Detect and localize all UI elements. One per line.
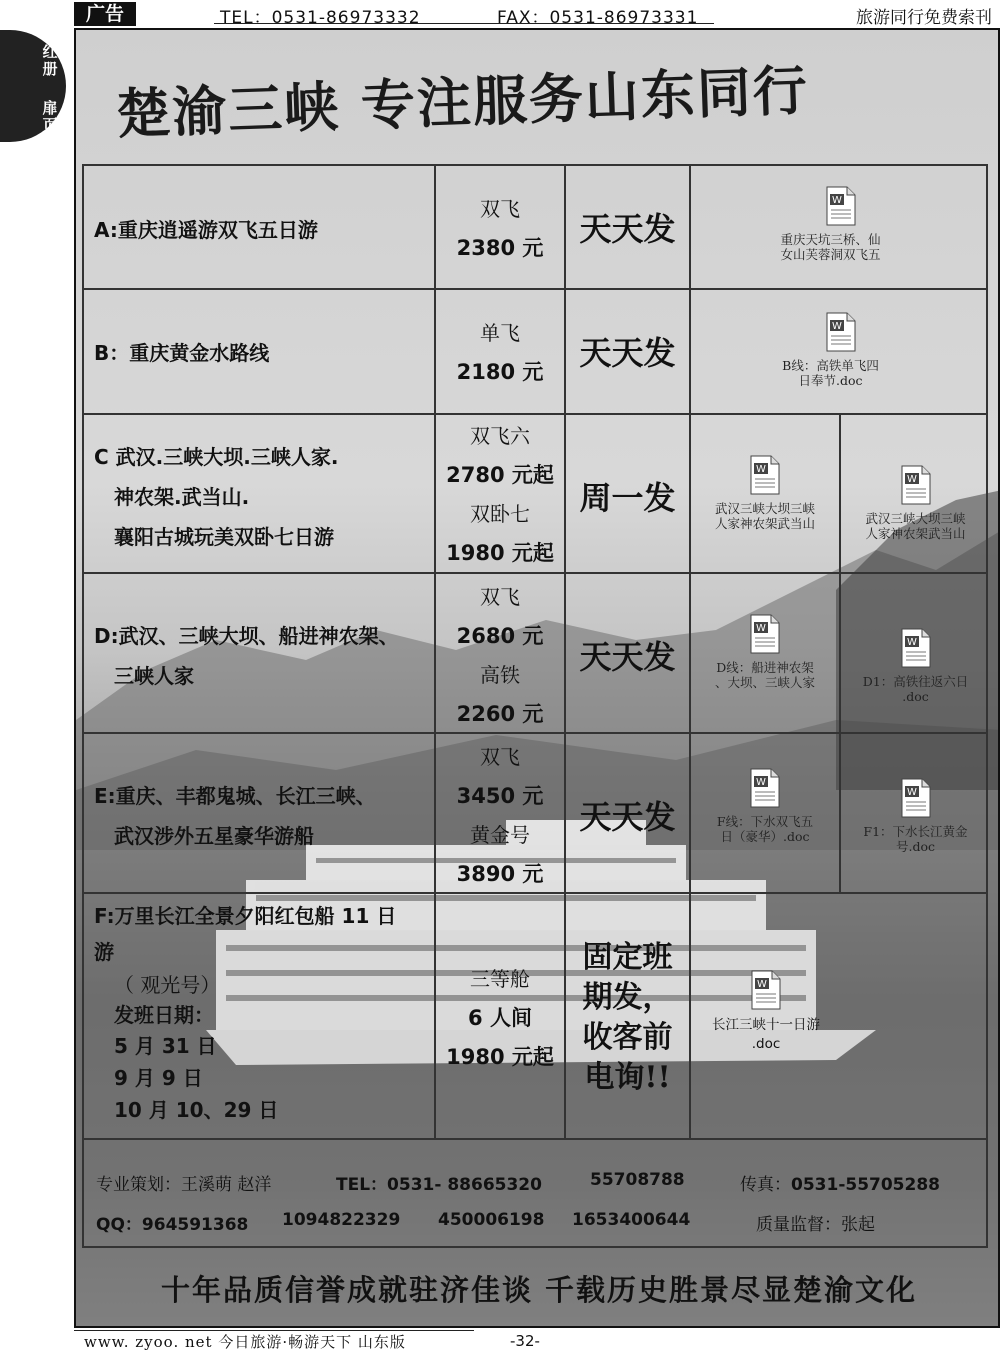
qq-number: 450006198 [438, 1210, 545, 1230]
frequency-cell [566, 734, 691, 892]
doc-caption-line: F线：下水双飞五 [716, 814, 814, 829]
table-row [84, 894, 986, 1138]
tel-label: TEL： [336, 1175, 388, 1195]
route-line: E:重庆、丰都鬼城、长江三峡、 [94, 784, 376, 808]
doc-caption-line: D1：高铁往返六日 [862, 674, 969, 689]
doc-caption-line: .doc [902, 689, 929, 704]
word-document-icon [900, 628, 932, 668]
route-cell [84, 290, 436, 413]
svg-text:W: W [756, 777, 766, 788]
route-cell [84, 574, 436, 732]
price-cell [436, 415, 566, 572]
svg-text:W: W [831, 321, 842, 332]
price-line: 双飞六 [470, 424, 530, 448]
table-row [84, 574, 986, 734]
frequency-label: 天天发 [579, 210, 676, 248]
doc-attachment[interactable] [841, 628, 990, 704]
price-line: 2380 元 [456, 236, 544, 260]
slogan: 十年品质信誉成就驻济佳谈 千载历史胜景尽显楚渝文化 [160, 1273, 918, 1307]
price-cell [436, 166, 566, 288]
price-line: 双飞 [480, 197, 520, 221]
price-cell [436, 734, 566, 892]
svg-text:W: W [757, 979, 767, 990]
word-document-icon [900, 465, 932, 505]
doc-cell [691, 894, 990, 1138]
advert-frame [74, 28, 1000, 1328]
qq-number: 1653400644 [572, 1210, 691, 1230]
header-underline [214, 23, 714, 24]
doc-caption-line: F1：下水长江黄金 [863, 824, 968, 839]
frequency-label [566, 938, 689, 1098]
word-document-icon [749, 614, 781, 654]
price-line: 6 人间 [468, 1006, 532, 1030]
price-line: 2180 元 [456, 360, 544, 384]
route-cell [84, 734, 436, 892]
table-row [84, 415, 986, 574]
doc-caption-line: 人家神农架武当山 [714, 516, 815, 531]
frequency-cell [566, 415, 691, 572]
table-row [84, 290, 986, 415]
side-tab-line2: 扉页 [42, 99, 58, 134]
header-index-title: 旅游同行免费索刊 [856, 8, 992, 28]
route-line: 10 月 10、29 日 [114, 1098, 279, 1122]
word-document-icon [750, 970, 782, 1010]
doc-caption-line: 女山芙蓉洞双飞五 [780, 247, 881, 262]
doc-attachment[interactable] [691, 970, 841, 1054]
word-document-icon [825, 312, 857, 352]
footer-site: www. zyoo. net 今日旅游·畅游天下 山东版 [84, 1333, 406, 1351]
contact-tel-1: 0531- 88665320 [387, 1175, 542, 1195]
doc-caption-line: 号.doc [895, 839, 935, 854]
frequency-cell [566, 290, 691, 413]
doc-cell [691, 734, 841, 892]
price-line: 1980 元起 [446, 1045, 554, 1069]
frequency-label: 天天发 [579, 638, 676, 676]
page-number: -32- [510, 1332, 540, 1350]
doc-cell [691, 574, 841, 732]
doc-attachment[interactable] [691, 455, 839, 531]
word-document-icon [749, 768, 781, 808]
route-cell [84, 894, 436, 1138]
fax-label: 传真： [740, 1175, 791, 1195]
frequency-label: 天天发 [579, 798, 676, 836]
route-cell [84, 166, 436, 288]
price-line: 2260 元 [456, 702, 544, 726]
price-line: 3890 元 [456, 862, 544, 886]
word-document-icon [825, 186, 857, 226]
doc-caption-line: 人家神农架武当山 [865, 526, 966, 541]
doc-caption-line: D线：船进神农架 [716, 660, 814, 675]
price-line: 2680 元 [456, 624, 544, 648]
frequency-line: 期发， [582, 980, 673, 1015]
doc-caption-line: 武汉三峡大坝三峡 [865, 511, 966, 526]
contact-fax: 0531-55705288 [791, 1175, 940, 1195]
contact-block [82, 1138, 988, 1248]
route-line: 武汉涉外五星豪华游船 [114, 824, 314, 848]
frequency-line: 固定班 [582, 940, 673, 975]
quality-supervisor: 质量监督：张起 [756, 1215, 875, 1235]
route-line: 襄阳古城玩美双卧七日游 [114, 525, 334, 549]
doc-attachment[interactable] [691, 614, 839, 690]
price-line: 黄金号 [470, 823, 530, 847]
ad-label: 广告 [74, 2, 136, 26]
doc-caption-line: 长江三峡十一日游 [712, 1017, 820, 1033]
frequency-line: 收客前 [582, 1020, 673, 1055]
qq-label: QQ： [96, 1215, 142, 1235]
doc-caption-line: .doc [751, 1036, 781, 1052]
svg-text:W: W [831, 195, 842, 206]
qq-number: 964591368 [141, 1215, 249, 1235]
doc-cell [841, 734, 990, 892]
word-document-icon [749, 455, 781, 495]
doc-attachment[interactable] [691, 312, 990, 388]
frequency-cell [566, 894, 691, 1138]
header-tel: TEL：0531-86973332 [220, 8, 421, 28]
route-line: 5 月 31 日 [114, 1034, 217, 1058]
svg-text:W: W [906, 637, 917, 648]
route-line: A:重庆逍遥游双飞五日游 [94, 218, 318, 242]
route-line: D:武汉、三峡大坝、船进神农架、 [94, 624, 399, 648]
header-fax: FAX：0531-86973331 [497, 8, 699, 28]
price-line: 双飞 [480, 745, 520, 769]
route-line: 发班日期： [114, 1003, 214, 1027]
doc-cell [691, 415, 841, 572]
route-line: F:万里长江全景夕阳红包船 11 日 [94, 904, 397, 928]
route-line: 神农架.武当山. [114, 485, 250, 509]
word-document-icon [900, 778, 932, 818]
doc-caption-line: B线：高铁单飞四 [782, 358, 879, 373]
side-tab-line1: 红册 [42, 43, 58, 78]
frequency-label: 天天发 [579, 334, 676, 372]
price-line: 2780 元起 [446, 463, 554, 487]
doc-cell [841, 415, 990, 572]
svg-text:W: W [756, 464, 766, 475]
svg-text:W: W [906, 474, 917, 485]
price-line: 高铁 [480, 663, 520, 687]
doc-caption-line: 、大坝、三峡人家 [714, 675, 815, 690]
route-line: 游 [94, 940, 114, 964]
headline: 楚渝三峡 专注服务山东同行 [115, 57, 810, 147]
doc-attachment[interactable] [691, 186, 990, 262]
doc-cell [841, 574, 990, 732]
route-line: 9 月 9 日 [114, 1066, 203, 1090]
price-cell [436, 290, 566, 413]
price-line: 3450 元 [456, 784, 544, 808]
price-cell [436, 574, 566, 732]
route-table [82, 164, 988, 1140]
contact-tel-2: 55708788 [590, 1170, 685, 1190]
price-line: 双卧七 [470, 502, 530, 526]
doc-caption-line: 武汉三峡大坝三峡 [714, 501, 815, 516]
table-row [84, 166, 986, 290]
doc-caption-line: 日（豪华）.doc [720, 829, 810, 844]
price-cell [436, 894, 566, 1138]
doc-cell [691, 290, 990, 413]
top-header-strip [0, 0, 1000, 28]
doc-attachment[interactable] [841, 465, 990, 541]
qq-number: 1094822329 [282, 1210, 401, 1230]
price-line: 1980 元起 [446, 541, 554, 565]
price-line: 双飞 [480, 585, 520, 609]
price-line: 三等舱 [470, 967, 530, 991]
route-line: B：重庆黄金水路线 [94, 341, 270, 365]
planner-label: 专业策划：王溪萌 赵洋 [96, 1175, 272, 1195]
side-section-tab [0, 30, 66, 142]
doc-cell [691, 166, 990, 288]
frequency-label: 周一发 [579, 479, 676, 517]
route-cell [84, 415, 436, 572]
doc-caption-line: 日奉节.doc [798, 373, 863, 388]
frequency-line: 电询!! [584, 1060, 671, 1095]
frequency-cell [566, 574, 691, 732]
frequency-cell [566, 166, 691, 288]
route-line: 三峡人家 [114, 664, 194, 688]
doc-attachment[interactable] [691, 768, 839, 844]
svg-text:W: W [756, 623, 766, 634]
route-line: （ 观光号） [114, 973, 221, 997]
price-line: 单飞 [480, 321, 520, 345]
doc-attachment[interactable] [841, 778, 990, 854]
page-footer [74, 1330, 1000, 1354]
doc-caption-line: 重庆天坑三桥、仙 [780, 232, 881, 247]
route-line: C 武汉.三峡大坝.三峡人家. [94, 445, 339, 469]
svg-text:W: W [906, 787, 917, 798]
table-row [84, 734, 986, 894]
